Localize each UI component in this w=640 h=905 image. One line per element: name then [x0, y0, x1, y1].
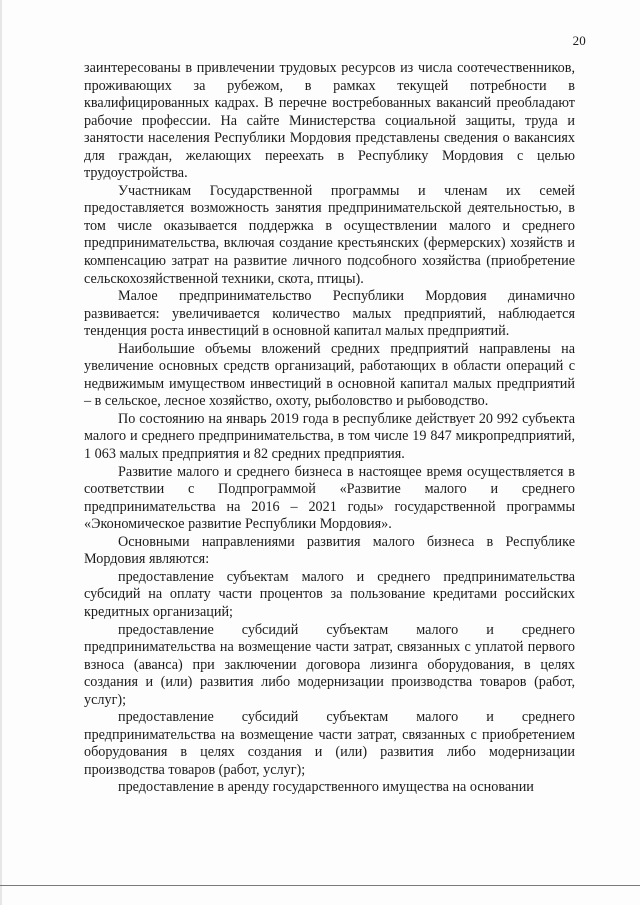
body-text: [84, 60, 575, 797]
scan-edge: [0, 0, 2, 905]
page-number: 20: [572, 33, 586, 48]
paragraph-subprogram: Развитие малого и среднего бизнеса в настоящее время осуществляется в соответствии с Подпрограммой «Развитие малого и среднего предпринимательства на 2016 – 2021 годы» государственной программы «Экономическое развитие Республики Мордовия».: [84, 463, 575, 533]
paragraph-statistics: По состоянию на январь 2019 года в республике действует 20 992 субъекта малого и среднего предпринимательства, в том числе 19 847 микропредприятий, 1 063 малых предприятия и 82 средних предприятия.: [84, 410, 575, 463]
list-item-property-lease: предоставление в аренду государственного имущества на основании: [118, 779, 534, 796]
paragraph-participants: Участникам Государственной программы и членам их семей предоставляется возможность занятия предпринимательской деятельностью, в том числе оказывается поддержка в осуществлении малого и среднего предпринимательства, включая создание крестьянских (фермерских) хозяйств и компенсацию затрат на развитие личного подсобного хозяйства (приобретение сельскохозяйственной техники, скота, птицы).: [84, 182, 575, 287]
scan-bottom-border: [0, 885, 640, 886]
paragraph-investments: Наибольшие объемы вложений средних предприятий направлены на увеличение основных средств организаций, работающих в области операций с недвижимым имуществом инвестиций в основной капитал малых предприятий – в сельское, лесное хозяйство, охоту, рыболовство и рыбоводство.: [84, 340, 575, 410]
paragraph-directions-intro: Основными направлениями развития малого бизнеса в Республике Мордовия являются:: [84, 533, 575, 568]
list-item-equipment-subsidies: предоставление субсидий субъектам малого и среднего предпринимательства на возмещение части затрат, связанных с приобретением оборудования в целях создания и (или) развития либо модернизации производства товаров (работ, услуг);: [84, 709, 575, 778]
paragraph-small-business: Малое предпринимательство Республики Мордовия динамично развивается: увеличивается количество малых предприятий, наблюдается тенденция роста инвестиций в основной капитал малых предприятий.: [84, 288, 575, 340]
paragraph-continuation: заинтересованы в привлечении трудовых ресурсов из числа соотечественников, проживающих за рубежом, в рамках текущей потребности в квалифицированных кадрах. В перечне востребованных вакансий преобладают рабочие профессии. На сайте Министерства социальной защиты, труда и занятости населения Республики Мордовия представлены сведения о вакансиях для граждан, желающих переехать в Республику Мордовия с целью трудоустройства.: [84, 60, 575, 182]
list-item-interest-subsidies: предоставление субъектам малого и среднего предпринимательства субсидий на оплату части процентов за пользование кредитами российских кредитных организаций;: [84, 568, 575, 620]
list-item-leasing-subsidies: предоставление субсидий субъектам малого и среднего предпринимательства на возмещение части затрат, связанных с уплатой первого взноса (аванса) при заключении договора лизинга оборудования, в целях создания и (или) развития либо модернизации производства товаров (работ, услуг);: [84, 621, 575, 708]
